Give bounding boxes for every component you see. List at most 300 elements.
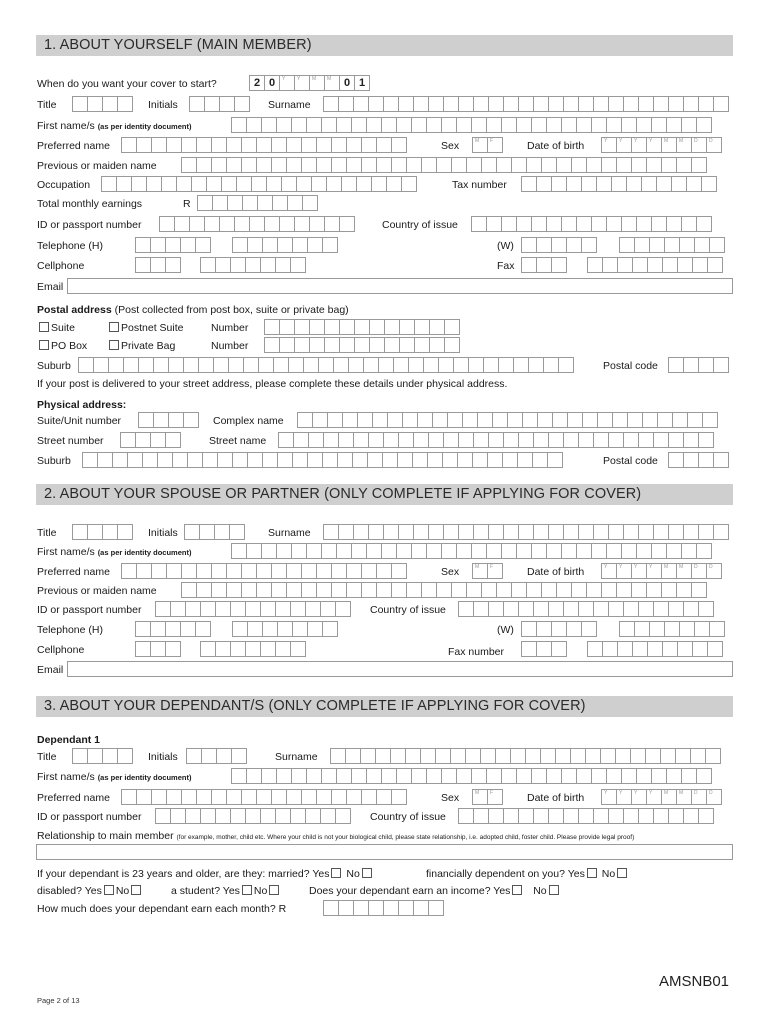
input-cell[interactable] [361,137,377,153]
input-cell[interactable] [662,257,678,273]
input-cell[interactable] [196,582,212,598]
input-cell[interactable] [246,768,262,784]
input-cell[interactable] [301,157,317,173]
input-cell[interactable] [376,563,392,579]
input-cell[interactable] [199,524,215,540]
input-cell[interactable] [211,563,227,579]
input-cell[interactable] [331,157,347,173]
input-cell[interactable] [135,237,151,253]
input-cell[interactable] [157,452,173,468]
input-cell[interactable] [151,563,167,579]
input-cell[interactable]: Y [601,789,617,805]
input-cell[interactable] [423,357,439,373]
input-cell[interactable] [256,582,272,598]
input-cell[interactable] [441,117,457,133]
input-cell[interactable] [261,117,277,133]
input-cell[interactable] [306,117,322,133]
input-cell[interactable] [337,452,353,468]
physical-postal-code-field[interactable] [668,452,728,468]
input-cell[interactable] [396,768,412,784]
input-cell[interactable] [521,237,537,253]
input-cell[interactable] [123,357,139,373]
input-cell[interactable] [634,621,650,637]
input-cell[interactable] [316,789,332,805]
input-cell[interactable] [668,601,684,617]
input-cell[interactable] [413,96,429,112]
input-cell[interactable] [136,789,152,805]
input-cell[interactable] [636,768,652,784]
input-cell[interactable] [196,137,212,153]
input-cell[interactable] [668,808,684,824]
input-cell[interactable] [226,563,242,579]
input-cell[interactable] [277,452,293,468]
input-cell[interactable] [165,432,181,448]
input-cell[interactable] [135,641,151,657]
input-cell[interactable] [683,357,699,373]
input-cell[interactable] [153,412,169,428]
input-cell[interactable] [260,641,276,657]
private-bag-checkbox[interactable] [109,340,119,350]
input-cell[interactable] [428,96,444,112]
input-cell[interactable] [301,563,317,579]
input-cell[interactable] [576,117,592,133]
tel-work-number-field[interactable] [619,237,724,253]
input-cell[interactable] [101,176,117,192]
input-cell[interactable] [585,748,601,764]
input-cell[interactable] [363,357,379,373]
input-cell[interactable]: M [472,789,488,805]
input-cell[interactable] [166,137,182,153]
input-cell[interactable] [681,117,697,133]
input-cell[interactable] [563,808,579,824]
input-cell[interactable] [662,641,678,657]
input-cell[interactable] [581,176,597,192]
input-cell[interactable] [294,319,310,335]
input-cell[interactable] [391,563,407,579]
dep-dob-field[interactable] [601,789,721,805]
input-cell[interactable] [320,601,336,617]
input-cell[interactable] [185,808,201,824]
input-cell[interactable] [417,412,433,428]
input-cell[interactable] [215,808,231,824]
spouse-dob-field[interactable] [601,563,721,579]
input-cell[interactable] [231,748,247,764]
spouse-fax-code-field[interactable] [521,641,566,657]
input-cell[interactable] [186,748,202,764]
input-cell[interactable] [232,237,248,253]
input-cell[interactable] [683,96,699,112]
input-cell[interactable] [215,601,231,617]
input-cell[interactable] [516,768,532,784]
input-cell[interactable] [383,96,399,112]
input-cell[interactable] [668,452,684,468]
input-cell[interactable] [301,789,317,805]
input-cell[interactable] [354,337,370,353]
input-cell[interactable] [563,96,579,112]
input-cell[interactable] [247,452,263,468]
input-cell[interactable] [331,582,347,598]
input-cell[interactable] [457,452,473,468]
input-cell[interactable] [690,748,706,764]
input-cell[interactable] [411,543,427,559]
input-cell[interactable] [262,237,278,253]
input-cell[interactable] [671,176,687,192]
input-cell[interactable] [522,412,538,428]
input-cell[interactable] [181,563,197,579]
input-cell[interactable] [232,621,248,637]
input-cell[interactable] [661,157,677,173]
input-cell[interactable] [369,337,385,353]
input-cell[interactable] [102,748,118,764]
input-cell[interactable]: Y [646,789,662,805]
input-cell[interactable] [279,337,295,353]
input-cell[interactable] [668,357,684,373]
input-cell[interactable] [537,412,553,428]
dep-sex-field[interactable] [472,789,502,805]
input-cell[interactable] [150,621,166,637]
input-cell[interactable] [696,768,712,784]
input-cell[interactable] [616,157,632,173]
input-cell[interactable] [606,216,622,232]
input-cell[interactable] [503,96,519,112]
input-cell[interactable] [309,337,325,353]
input-cell[interactable] [217,452,233,468]
input-cell[interactable]: M [661,137,677,153]
input-cell[interactable] [647,257,663,273]
input-cell[interactable] [426,117,442,133]
input-cell[interactable] [214,524,230,540]
input-cell[interactable] [623,524,639,540]
input-cell[interactable] [155,601,171,617]
input-cell[interactable] [321,768,337,784]
date-cell[interactable]: M [324,75,340,91]
input-cell[interactable] [578,524,594,540]
input-cell[interactable] [611,176,627,192]
input-cell[interactable] [311,176,327,192]
input-cell[interactable]: Y [631,789,647,805]
input-cell[interactable]: D [691,137,707,153]
input-cell[interactable] [548,601,564,617]
input-cell[interactable] [546,768,562,784]
financial-yes-checkbox[interactable] [587,868,597,878]
input-cell[interactable] [540,748,556,764]
input-cell[interactable] [120,432,136,448]
input-cell[interactable] [324,319,340,335]
input-cell[interactable] [258,357,274,373]
input-cell[interactable] [466,157,482,173]
input-cell[interactable] [646,582,662,598]
input-cell[interactable] [675,748,691,764]
initials-field[interactable] [189,96,249,112]
input-cell[interactable] [548,96,564,112]
input-cell[interactable] [480,748,496,764]
input-cell[interactable] [698,357,714,373]
input-cell[interactable] [698,808,714,824]
input-cell[interactable] [591,543,607,559]
input-cell[interactable] [442,452,458,468]
option-suite[interactable]: Suite [37,322,75,335]
input-cell[interactable] [657,412,673,428]
input-cell[interactable] [503,524,519,540]
input-cell[interactable] [649,237,665,253]
spouse-tel-work-number-field[interactable] [619,621,724,637]
input-cell[interactable] [278,432,294,448]
input-cell[interactable] [243,357,259,373]
input-cell[interactable] [165,621,181,637]
input-cell[interactable] [245,808,261,824]
input-cell[interactable] [336,117,352,133]
input-cell[interactable] [232,452,248,468]
input-cell[interactable] [608,432,624,448]
input-cell[interactable] [679,621,695,637]
input-cell[interactable] [393,357,409,373]
input-cell[interactable] [327,412,343,428]
input-cell[interactable] [202,452,218,468]
input-cell[interactable] [184,524,200,540]
input-cell[interactable]: Y [601,137,617,153]
input-cell[interactable] [477,412,493,428]
maiden-name-field[interactable] [181,157,706,173]
input-cell[interactable] [408,357,424,373]
input-cell[interactable] [241,563,257,579]
input-cell[interactable] [496,582,512,598]
input-cell[interactable] [256,157,272,173]
spouse-tel-work-code-field[interactable] [521,621,596,637]
input-cell[interactable] [180,621,196,637]
dep-preferred-name-field[interactable] [121,789,406,805]
spouse-email-field[interactable] [67,661,733,677]
input-cell[interactable] [241,582,257,598]
input-cell[interactable] [413,432,429,448]
input-cell[interactable] [165,257,181,273]
input-cell[interactable] [632,257,648,273]
input-cell[interactable] [204,96,220,112]
input-cell[interactable] [533,601,549,617]
input-cell[interactable] [165,237,181,253]
input-cell[interactable] [112,452,128,468]
input-cell[interactable] [516,117,532,133]
input-cell[interactable] [301,137,317,153]
input-cell[interactable] [245,257,261,273]
input-cell[interactable] [336,543,352,559]
input-cell[interactable] [196,157,212,173]
input-cell[interactable] [266,176,282,192]
input-cell[interactable] [531,543,547,559]
married-yes-checkbox[interactable] [331,868,341,878]
input-cell[interactable] [338,524,354,540]
input-cell[interactable] [471,117,487,133]
input-cell[interactable]: Y [631,563,647,579]
input-cell[interactable] [398,900,414,916]
input-cell[interactable] [656,176,672,192]
input-cell[interactable] [219,96,235,112]
input-cell[interactable] [338,432,354,448]
input-cell[interactable] [551,237,567,253]
input-cell[interactable] [378,357,394,373]
input-cell[interactable] [271,563,287,579]
input-cell[interactable] [371,176,387,192]
input-cell[interactable] [458,96,474,112]
input-cell[interactable] [623,808,639,824]
input-cell[interactable] [212,195,228,211]
input-cell[interactable] [593,601,609,617]
dep-surname-field[interactable] [330,748,720,764]
input-cell[interactable] [578,432,594,448]
input-cell[interactable] [681,216,697,232]
input-cell[interactable] [486,768,502,784]
input-cell[interactable] [398,524,414,540]
input-cell[interactable] [127,452,143,468]
input-cell[interactable] [413,524,429,540]
input-cell[interactable] [330,748,346,764]
input-cell[interactable] [432,412,448,428]
input-cell[interactable] [551,621,567,637]
input-cell[interactable] [102,524,118,540]
input-cell[interactable] [676,582,692,598]
input-cell[interactable] [368,96,384,112]
input-cell[interactable] [420,748,436,764]
input-cell[interactable] [396,543,412,559]
input-cell[interactable] [563,524,579,540]
input-cell[interactable] [443,96,459,112]
input-cell[interactable] [216,748,232,764]
input-cell[interactable] [196,563,212,579]
input-cell[interactable] [262,452,278,468]
input-cell[interactable] [651,543,667,559]
input-cell[interactable] [228,357,244,373]
input-cell[interactable] [518,601,534,617]
postal-code-field[interactable] [668,357,728,373]
input-cell[interactable] [623,432,639,448]
input-cell[interactable] [676,157,692,173]
input-cell[interactable] [231,117,247,133]
input-cell[interactable] [172,452,188,468]
input-cell[interactable] [381,768,397,784]
input-cell[interactable] [215,257,231,273]
input-cell[interactable] [551,641,567,657]
preferred-name-field[interactable] [121,137,406,153]
input-cell[interactable] [117,748,133,764]
input-cell[interactable] [681,543,697,559]
input-cell[interactable] [153,357,169,373]
input-cell[interactable] [234,216,250,232]
input-cell[interactable] [383,524,399,540]
input-cell[interactable] [561,543,577,559]
input-cell[interactable] [135,432,151,448]
input-cell[interactable] [256,789,272,805]
unit-number-field[interactable] [138,412,198,428]
date-cell[interactable]: 0 [339,75,355,91]
input-cell[interactable] [411,117,427,133]
input-cell[interactable] [231,768,247,784]
input-cell[interactable] [342,412,358,428]
input-cell[interactable] [521,621,537,637]
input-cell[interactable] [660,748,676,764]
input-cell[interactable] [335,808,351,824]
input-cell[interactable] [195,621,211,637]
input-cell[interactable] [181,582,197,598]
input-cell[interactable] [698,96,714,112]
input-cell[interactable] [531,768,547,784]
input-cell[interactable] [211,137,227,153]
input-cell[interactable] [166,563,182,579]
income-yes-checkbox[interactable] [512,885,522,895]
input-cell[interactable] [151,789,167,805]
input-cell[interactable] [246,543,262,559]
input-cell[interactable] [646,157,662,173]
input-cell[interactable] [456,117,472,133]
input-cell[interactable] [443,524,459,540]
date-cell[interactable]: 2 [249,75,265,91]
input-cell[interactable] [249,216,265,232]
input-cell[interactable] [661,582,677,598]
input-cell[interactable] [131,176,147,192]
cellphone-number-field[interactable] [200,257,305,273]
input-cell[interactable] [357,412,373,428]
input-cell[interactable] [397,452,413,468]
input-cell[interactable] [291,543,307,559]
input-cell[interactable] [290,808,306,824]
tel-home-number-field[interactable] [232,237,337,253]
input-cell[interactable] [361,563,377,579]
input-cell[interactable] [701,176,717,192]
input-cell[interactable] [511,582,527,598]
input-cell[interactable] [399,319,415,335]
input-cell[interactable] [436,582,452,598]
input-cell[interactable]: D [691,789,707,805]
input-cell[interactable] [138,412,154,428]
input-cell[interactable] [698,524,714,540]
input-cell[interactable] [516,216,532,232]
input-cell[interactable]: Y [646,137,662,153]
spouse-tel-home-number-field[interactable] [232,621,337,637]
input-cell[interactable] [707,257,723,273]
input-cell[interactable]: Y [601,563,617,579]
input-cell[interactable] [444,337,460,353]
input-cell[interactable] [672,412,688,428]
input-cell[interactable] [453,357,469,373]
spouse-maiden-name-field[interactable] [181,582,706,598]
input-cell[interactable] [368,900,384,916]
fax-number-field[interactable] [587,257,722,273]
input-cell[interactable] [159,216,175,232]
input-cell[interactable] [324,216,340,232]
input-cell[interactable] [176,176,192,192]
input-cell[interactable] [185,601,201,617]
input-cell[interactable] [211,157,227,173]
student-yes-checkbox[interactable] [242,885,252,895]
input-cell[interactable] [518,808,534,824]
input-cell[interactable] [135,257,151,273]
occupation-field[interactable] [101,176,416,192]
input-cell[interactable] [683,432,699,448]
input-cell[interactable] [692,641,708,657]
input-cell[interactable] [510,748,526,764]
input-cell[interactable] [251,176,267,192]
input-cell[interactable] [356,176,372,192]
input-cell[interactable] [264,216,280,232]
input-cell[interactable] [664,621,680,637]
input-cell[interactable] [165,641,181,657]
input-cell[interactable] [391,582,407,598]
input-cell[interactable] [412,452,428,468]
input-cell[interactable] [666,117,682,133]
input-cell[interactable] [121,789,137,805]
input-cell[interactable] [386,176,402,192]
input-cell[interactable] [230,601,246,617]
input-cell[interactable] [292,452,308,468]
input-cell[interactable] [307,621,323,637]
